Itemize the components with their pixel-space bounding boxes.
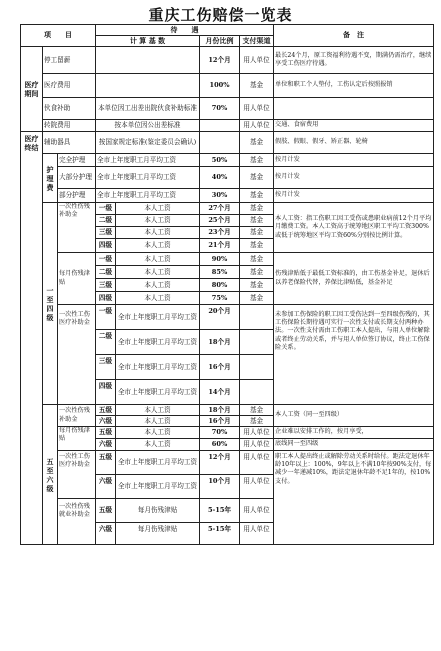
channel-cell: 用人单位: [240, 47, 274, 74]
header-remark: 备 注: [274, 25, 434, 47]
channel-cell: 基金: [240, 279, 274, 292]
channel-cell: 基金: [240, 266, 274, 279]
channel-cell: 基金: [240, 227, 274, 239]
months-cell: 12个月: [200, 47, 240, 74]
base-cell: 本单位因工出差出院伙食补助标准: [96, 98, 200, 120]
base-cell: [96, 74, 200, 98]
note-cell: 交通、食宿费用: [274, 120, 434, 132]
channel-cell: 基金: [240, 132, 274, 154]
grade-cell: 四级: [96, 380, 116, 405]
note-cell: 本人工资：指工伤职工因工受伤或患职业病前12个月平均月缴费工资。本人工资高于统筹地区职工平均工资300%或低于统筹地区平均工资60%分别按比例计算。: [274, 203, 434, 253]
grade-cell: 二级: [96, 330, 116, 355]
months-cell: 50%: [200, 154, 240, 167]
channel-cell: 用人单位: [240, 523, 274, 545]
base-cell: [96, 47, 200, 74]
note-cell: [274, 98, 434, 120]
channel-cell: [240, 355, 274, 380]
compensation-table: [20, 24, 434, 545]
item-label: 每月伤残津贴: [58, 427, 96, 451]
base-cell: 全市上年度职工月平均工资: [116, 475, 200, 499]
grade-cell: 二级: [96, 215, 116, 227]
months-cell: 70%: [200, 98, 240, 120]
item-label: 一次性工伤医疗补助金: [58, 305, 96, 405]
table-row: [21, 203, 434, 215]
grade-cell: 五级: [96, 451, 116, 475]
table-row: [21, 154, 434, 167]
note-cell: 底线同一至四级: [274, 439, 434, 451]
months-cell: [200, 132, 240, 154]
note-cell: 按月计发: [274, 189, 434, 203]
base-cell: 本人工资: [116, 227, 200, 239]
channel-cell: 基金: [240, 253, 274, 266]
grade-cell: 四级: [96, 239, 116, 253]
base-cell: 本人工资: [116, 239, 200, 253]
channel-cell: 用人单位: [240, 120, 274, 132]
item-label: 一次性伤残补助金: [58, 203, 96, 253]
section-end-label: 医疗终结: [21, 132, 43, 545]
channel-cell: 用人单位: [240, 451, 274, 475]
item-label: 转院费用: [43, 120, 96, 132]
item-label: 停工留薪: [43, 47, 96, 74]
grade-cell: 四级: [96, 292, 116, 305]
channel-cell: 基金: [240, 154, 274, 167]
section-nursing-label: 护理费: [43, 154, 58, 203]
base-cell: 本人工资: [116, 215, 200, 227]
base-cell: 本人工资: [116, 266, 200, 279]
base-cell: 全市上年度职工月平均工资: [116, 355, 200, 380]
channel-cell: 用人单位: [240, 475, 274, 499]
grade-cell: 三级: [96, 279, 116, 292]
channel-cell: 用人单位: [240, 439, 274, 451]
base-cell: 全市上年度职工月平均工资: [116, 451, 200, 475]
channel-cell: [240, 330, 274, 355]
header-treatment: 待 遇: [96, 25, 274, 36]
table-row: [21, 253, 434, 266]
months-cell: 70%: [200, 427, 240, 439]
table-row: [21, 120, 434, 132]
months-cell: 16个月: [200, 416, 240, 427]
months-cell: 18个月: [200, 405, 240, 416]
item-label: 一次性工伤医疗补助金: [58, 451, 96, 499]
base-cell: 本人工资: [116, 253, 200, 266]
table-row: [21, 451, 434, 475]
table-row: [21, 74, 434, 98]
base-cell: 按国家规定标准(鉴定委员会确认): [96, 132, 200, 154]
grade-cell: 二级: [96, 266, 116, 279]
section-medical-label: 医疗期间: [21, 47, 43, 132]
months-cell: 20个月: [200, 305, 240, 330]
item-label: 每月伤残津贴: [58, 253, 96, 305]
grade-cell: 六级: [96, 475, 116, 499]
section-5to6-label: 五至六级: [43, 405, 58, 545]
note-cell: 按月计发: [274, 154, 434, 167]
grade-cell: 三级: [96, 355, 116, 380]
header-base: 计 算 基 数: [96, 36, 200, 47]
months-cell: 85%: [200, 266, 240, 279]
item-label: 部分护理: [58, 189, 96, 203]
grade-cell: 一级: [96, 305, 116, 330]
note-cell: 最长24个月，原工资福利待遇不变，期满仍需治疗，继续享受工伤医疗待遇。: [274, 47, 434, 74]
channel-cell: 用人单位: [240, 98, 274, 120]
base-cell: 按本单位因公出差标准: [96, 120, 200, 132]
page-title: 重庆工伤赔偿一览表: [148, 6, 293, 24]
base-cell: 本人工资: [116, 427, 200, 439]
base-cell: 每月伤残津贴: [116, 499, 200, 523]
grade-cell: 一级: [96, 253, 116, 266]
months-cell: 18个月: [200, 330, 240, 355]
grade-cell: 六级: [96, 439, 116, 451]
item-label: 一次性伤残补助金: [58, 405, 96, 427]
grade-cell: 五级: [96, 499, 116, 523]
header-item: 项 目: [21, 25, 96, 47]
table-row: [21, 132, 434, 154]
channel-cell: 用人单位: [240, 499, 274, 523]
channel-cell: 基金: [240, 203, 274, 215]
base-cell: 全市上年度职工月平均工资: [116, 380, 200, 405]
channel-cell: 基金: [240, 292, 274, 305]
base-cell: 全市上年度职工月平均工资: [96, 189, 200, 203]
months-cell: 27个月: [200, 203, 240, 215]
months-cell: 5-15年: [200, 523, 240, 545]
base-cell: 本人工资: [116, 439, 200, 451]
channel-cell: [240, 380, 274, 405]
grade-cell: 六级: [96, 416, 116, 427]
grade-cell: 五级: [96, 427, 116, 439]
note-cell: 假肢、假眼、假牙、矫正器、轮椅: [274, 132, 434, 154]
base-cell: 本人工资: [116, 405, 200, 416]
note-cell: 本人工资（同一至四级）: [274, 405, 434, 427]
item-label: 完全护理: [58, 154, 96, 167]
base-cell: 全市上年度职工月平均工资: [116, 305, 200, 330]
base-cell: 每月伤残津贴: [116, 523, 200, 545]
note-cell: 职工本人提出终止或解除劳动关系时给付。距法定退休年龄10年以上：100%，9年以上不满10年按90%支付，每减少一年递减10%，距法定退休年龄不足1年的，按10%支付。: [274, 451, 434, 545]
months-cell: 14个月: [200, 380, 240, 405]
table-row: [21, 427, 434, 439]
channel-cell: 用人单位: [240, 427, 274, 439]
channel-cell: 基金: [240, 74, 274, 98]
channel-cell: 基金: [240, 167, 274, 189]
months-cell: 21个月: [200, 239, 240, 253]
note-cell: 单位和职工个人垫付，工伤认定后按照报销: [274, 74, 434, 98]
channel-cell: 基金: [240, 405, 274, 416]
months-cell: 23个月: [200, 227, 240, 239]
months-cell: 16个月: [200, 355, 240, 380]
base-cell: 本人工资: [116, 279, 200, 292]
table-row: [21, 405, 434, 416]
item-label: 一次性伤残就业补助金: [58, 499, 96, 545]
item-label: 大部分护理: [58, 167, 96, 189]
item-label: 医疗费用: [43, 74, 96, 98]
table-row: [21, 189, 434, 203]
header-months: 月份比例: [200, 36, 240, 47]
channel-cell: 基金: [240, 189, 274, 203]
header-channel: 支付渠道: [240, 36, 274, 47]
months-cell: 5-15年: [200, 499, 240, 523]
base-cell: 本人工资: [116, 292, 200, 305]
base-cell: 本人工资: [116, 203, 200, 215]
months-cell: 90%: [200, 253, 240, 266]
base-cell: 全市上年度职工月平均工资: [96, 167, 200, 189]
months-cell: [200, 120, 240, 132]
note-cell: 按月计发: [274, 167, 434, 189]
channel-cell: [240, 305, 274, 330]
months-cell: 25个月: [200, 215, 240, 227]
base-cell: 本人工资: [116, 416, 200, 427]
channel-cell: 基金: [240, 239, 274, 253]
grade-cell: 一级: [96, 203, 116, 215]
months-cell: 100%: [200, 74, 240, 98]
table-row: [21, 167, 434, 189]
months-cell: 40%: [200, 167, 240, 189]
base-cell: 全市上年度职工月平均工资: [96, 154, 200, 167]
item-label: 伙食补助: [43, 98, 96, 120]
grade-cell: 六级: [96, 523, 116, 545]
item-label: 辅助器具: [43, 132, 96, 154]
header-row-1: [21, 25, 434, 36]
months-cell: 30%: [200, 189, 240, 203]
note-cell: 未参加工伤保险的职工因工受伤达到一至四级伤残的，其工伤保险长期待遇可实行一次性支付或长期支付两种办法。一次性支付需由工伤职工本人提出，与用人单位解除或者终止劳动关系，并与用人单位签订协议，终止工伤保险关系。: [274, 305, 434, 405]
months-cell: 60%: [200, 439, 240, 451]
channel-cell: 基金: [240, 416, 274, 427]
months-cell: 12个月: [200, 451, 240, 475]
table-row: [21, 305, 434, 330]
months-cell: 75%: [200, 292, 240, 305]
months-cell: 80%: [200, 279, 240, 292]
grade-cell: 三级: [96, 227, 116, 239]
table-row: [21, 98, 434, 120]
months-cell: 10个月: [200, 475, 240, 499]
grade-cell: 五级: [96, 405, 116, 416]
note-cell: 伤残津贴低于最低工资标准的，由工伤基金补足，退休后以养老保险代替，养保比津贴低，基金补足: [274, 253, 434, 305]
base-cell: 全市上年度职工月平均工资: [116, 330, 200, 355]
channel-cell: 基金: [240, 215, 274, 227]
table-row: [21, 47, 434, 74]
section-1to4-label: 一至四级: [43, 203, 58, 405]
note-cell: 企业难以安排工作的，按月享受，: [274, 427, 434, 439]
